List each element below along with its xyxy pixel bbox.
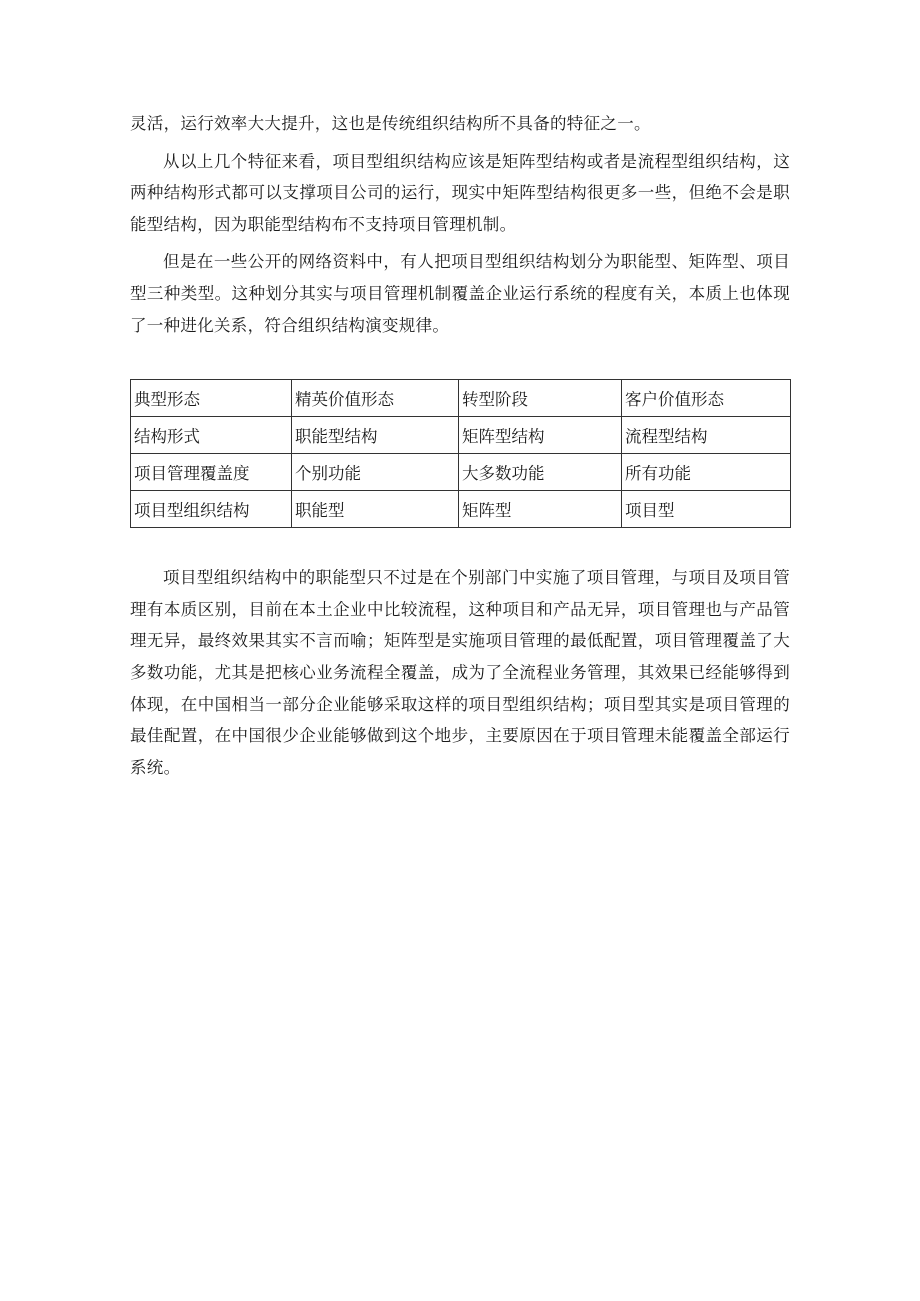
comparison-table	[130, 379, 791, 528]
document-page	[130, 108, 790, 783]
table-cell: 所有功能	[622, 454, 791, 491]
table-cell: 矩阵型	[459, 491, 622, 528]
table-cell: 个别功能	[292, 454, 459, 491]
table-cell: 项目型组织结构	[131, 491, 292, 528]
paragraph-2: 从以上几个特征来看，项目型组织结构应该是矩阵型结构或者是流程型组织结构，这两种结构形式都可以支撑项目公司的运行，现实中矩阵型结构很更多一些，但绝不会是职能型结构，因为职能型结构布不支持项目管理机制。	[130, 151, 790, 234]
table-row	[131, 454, 791, 491]
table-cell: 结构形式	[131, 417, 292, 454]
table-cell: 精英价值形态	[292, 380, 459, 417]
table-cell: 职能型结构	[292, 417, 459, 454]
table-cell: 矩阵型结构	[459, 417, 622, 454]
paragraph-3: 但是在一些公开的网络资料中，有人把项目型组织结构划分为职能型、矩阵型、项目型三种类型。这种划分其实与项目管理机制覆盖企业运行系统的程度有关，本质上也体现了一种进化关系，符合组织结构演变规律。	[130, 252, 790, 335]
table-cell: 项目管理覆盖度	[131, 454, 292, 491]
table-cell: 流程型结构	[622, 417, 791, 454]
table-row	[131, 380, 791, 417]
table-row	[131, 491, 791, 528]
paragraph-4: 项目型组织结构中的职能型只不过是在个别部门中实施了项目管理，与项目及项目管理有本质区别，目前在本土企业中比较流程，这种项目和产品无异，项目管理也与产品管理无异，最终效果其实不言而喻；矩阵型是实施项目管理的最低配置，项目管理覆盖了大多数功能，尤其是把核心业务流程全覆盖，成为了全流程业务管理，其效果已经能够得到体现，在中国相当一部分企业能够采取这样的项目型组织结构；项目型其实是项目管理的最佳配置，在中国很少企业能够做到这个地步，主要原因在于项目管理未能覆盖全部运行系统。	[130, 568, 790, 777]
table-cell: 典型形态	[131, 380, 292, 417]
paragraph-1: 灵活，运行效率大大提升，这也是传统组织结构所不具备的特征之一。	[130, 114, 651, 133]
table-row	[131, 417, 791, 454]
table-cell: 大多数功能	[459, 454, 622, 491]
table-cell: 转型阶段	[459, 380, 622, 417]
table-cell: 项目型	[622, 491, 791, 528]
table-cell: 客户价值形态	[622, 380, 791, 417]
table-cell: 职能型	[292, 491, 459, 528]
